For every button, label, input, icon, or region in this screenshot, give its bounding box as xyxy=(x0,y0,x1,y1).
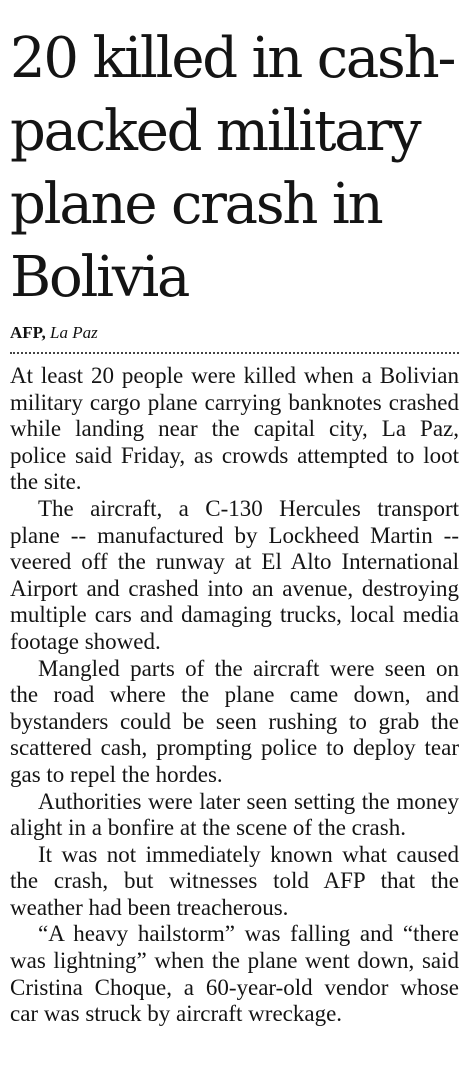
byline xyxy=(10,322,459,344)
paragraph-5: It was not immediately known what caused the crash, but witnesses told AFP that the weather had been treacherous. xyxy=(10,841,459,920)
headline: 20 killed in cash-packed military plane crash in Bolivia xyxy=(10,26,455,310)
dotted-divider xyxy=(10,352,459,354)
paragraph-2: The aircraft, a C-130 Hercules transport plane -- manufactured by Lockheed Martin -- veered off the runway at El Alto International Airport and crashed into an avenue, destroying multiple cars and damaging trucks, local media footage showed. xyxy=(10,495,459,654)
paragraph-1: At least 20 people were killed when a Bolivian military cargo plane carrying banknotes crashed while landing near the capital city, La Paz, police said Friday, as crowds attempted to loot the site. xyxy=(10,363,459,495)
paragraph-6: “A heavy hailstorm” was falling and “there was lightning” when the plane went down, said Cristina Choque, a 60-year-old vendor whose car was struck by aircraft wreckage. xyxy=(10,921,459,1027)
byline-agency: AFP, xyxy=(10,323,46,342)
byline-dateline: La Paz xyxy=(50,323,98,342)
article-body xyxy=(10,363,459,1028)
paragraph-4: Authorities were later seen setting the money alight in a bonfire at the scene of the crash. xyxy=(10,788,459,841)
paragraph-3: Mangled parts of the aircraft were seen on the road where the plane came down, and bystanders could be seen rushing to grab the scattered cash, prompting police to deploy tear gas to repel the hordes. xyxy=(10,655,459,787)
news-article xyxy=(10,22,459,1028)
